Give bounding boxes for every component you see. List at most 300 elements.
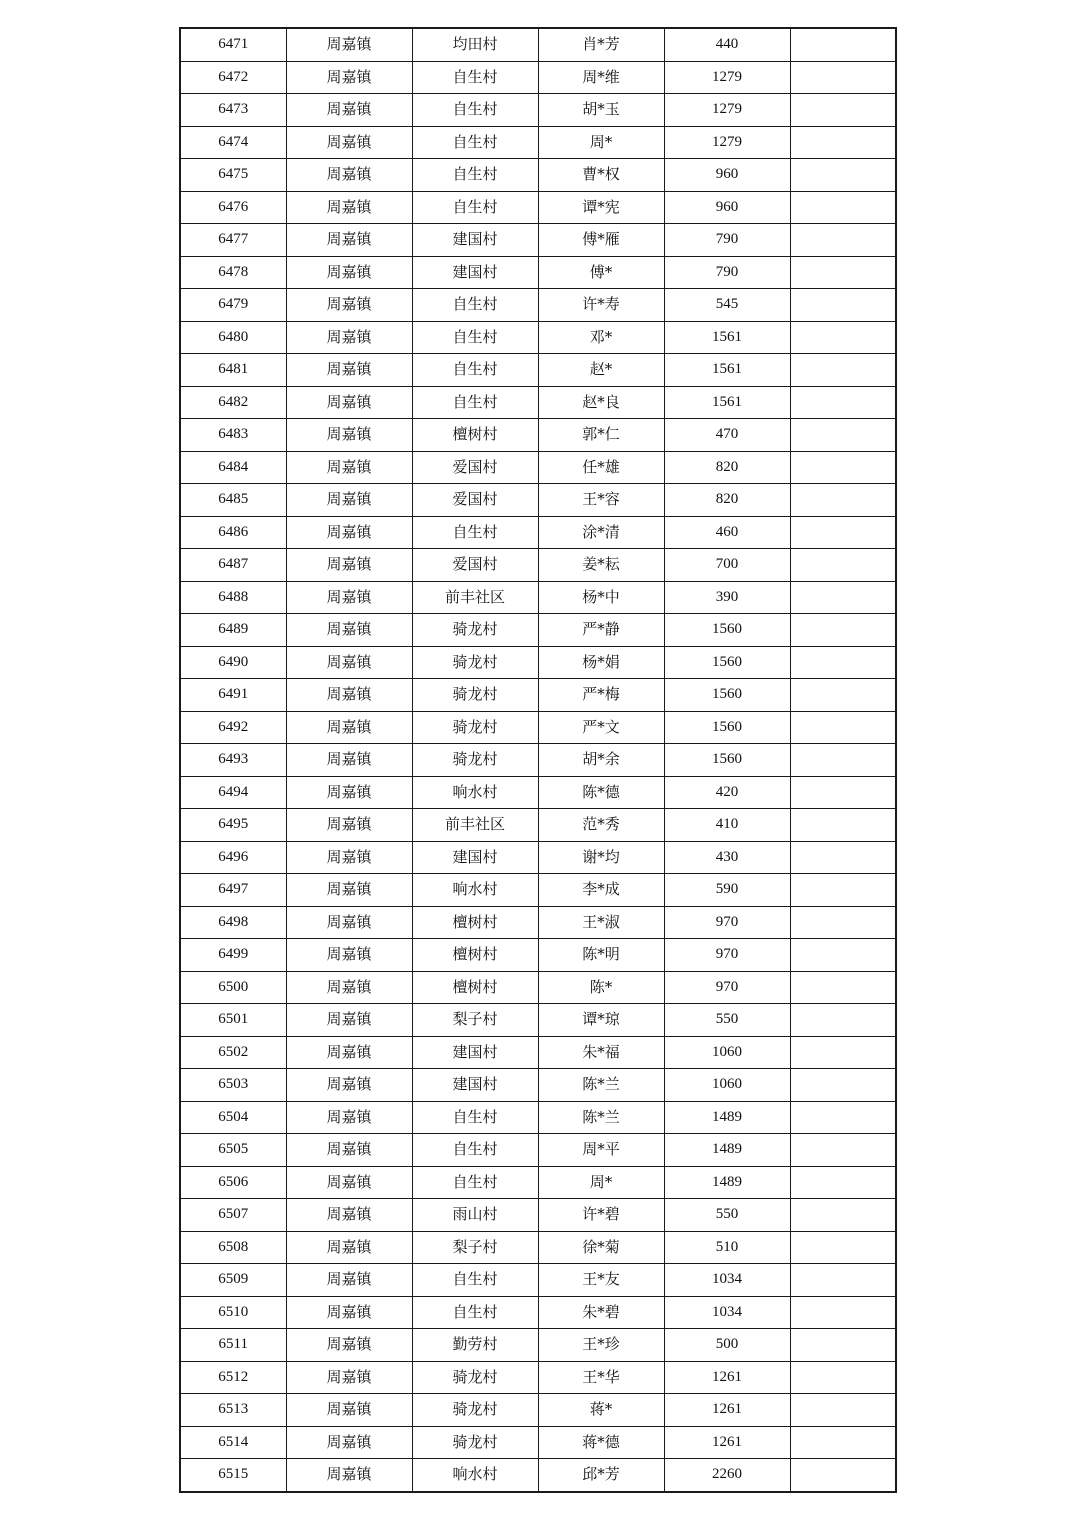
table-row: [180, 1296, 896, 1329]
row-number-cell: 6471: [180, 28, 286, 61]
town-cell: 周嘉镇: [286, 646, 412, 679]
table-row: [180, 1264, 896, 1297]
amount-cell: 1489: [664, 1134, 790, 1167]
town-cell: 周嘉镇: [286, 1166, 412, 1199]
town-cell: 周嘉镇: [286, 874, 412, 907]
person-name-cell: 严*梅: [538, 679, 664, 712]
note-cell: [790, 451, 896, 484]
row-number-cell: 6474: [180, 126, 286, 159]
row-number-cell: 6485: [180, 484, 286, 517]
row-number-cell: 6484: [180, 451, 286, 484]
town-cell: 周嘉镇: [286, 1199, 412, 1232]
row-number-cell: 6497: [180, 874, 286, 907]
note-cell: [790, 744, 896, 777]
row-number-cell: 6488: [180, 581, 286, 614]
amount-cell: 1261: [664, 1361, 790, 1394]
amount-cell: 430: [664, 841, 790, 874]
village-cell: 自生村: [412, 61, 538, 94]
person-name-cell: 邱*芳: [538, 1459, 664, 1492]
note-cell: [790, 646, 896, 679]
town-cell: 周嘉镇: [286, 321, 412, 354]
village-cell: 自生村: [412, 191, 538, 224]
person-name-cell: 蒋*德: [538, 1426, 664, 1459]
note-cell: [790, 1069, 896, 1102]
row-number-cell: 6487: [180, 549, 286, 582]
amount-cell: 1561: [664, 354, 790, 387]
village-cell: 响水村: [412, 1459, 538, 1492]
village-cell: 自生村: [412, 94, 538, 127]
person-name-cell: 严*文: [538, 711, 664, 744]
village-cell: 檀树村: [412, 939, 538, 972]
row-number-cell: 6481: [180, 354, 286, 387]
village-cell: 檀树村: [412, 971, 538, 1004]
note-cell: [790, 614, 896, 647]
person-name-cell: 陈*德: [538, 776, 664, 809]
amount-cell: 1034: [664, 1264, 790, 1297]
town-cell: 周嘉镇: [286, 516, 412, 549]
note-cell: [790, 939, 896, 972]
amount-cell: 970: [664, 906, 790, 939]
row-number-cell: 6502: [180, 1036, 286, 1069]
village-cell: 骑龙村: [412, 1426, 538, 1459]
note-cell: [790, 1329, 896, 1362]
table-row: [180, 744, 896, 777]
town-cell: 周嘉镇: [286, 1134, 412, 1167]
town-cell: 周嘉镇: [286, 419, 412, 452]
note-cell: [790, 1134, 896, 1167]
town-cell: 周嘉镇: [286, 159, 412, 192]
amount-cell: 820: [664, 484, 790, 517]
person-name-cell: 周*: [538, 126, 664, 159]
village-cell: 檀树村: [412, 419, 538, 452]
row-number-cell: 6490: [180, 646, 286, 679]
person-name-cell: 傅*: [538, 256, 664, 289]
roster-table: [179, 27, 897, 1493]
table-row: [180, 906, 896, 939]
table-row: [180, 1361, 896, 1394]
town-cell: 周嘉镇: [286, 1394, 412, 1427]
note-cell: [790, 1199, 896, 1232]
note-cell: [790, 94, 896, 127]
note-cell: [790, 224, 896, 257]
note-cell: [790, 1296, 896, 1329]
town-cell: 周嘉镇: [286, 809, 412, 842]
town-cell: 周嘉镇: [286, 451, 412, 484]
row-number-cell: 6473: [180, 94, 286, 127]
amount-cell: 2260: [664, 1459, 790, 1492]
amount-cell: 960: [664, 191, 790, 224]
table-row: [180, 1101, 896, 1134]
note-cell: [790, 906, 896, 939]
note-cell: [790, 61, 896, 94]
person-name-cell: 傅*雁: [538, 224, 664, 257]
table-row: [180, 419, 896, 452]
note-cell: [790, 679, 896, 712]
table-row: [180, 516, 896, 549]
row-number-cell: 6512: [180, 1361, 286, 1394]
amount-cell: 1060: [664, 1069, 790, 1102]
amount-cell: 1560: [664, 744, 790, 777]
note-cell: [790, 1101, 896, 1134]
note-cell: [790, 126, 896, 159]
row-number-cell: 6476: [180, 191, 286, 224]
town-cell: 周嘉镇: [286, 1361, 412, 1394]
table-row: [180, 224, 896, 257]
village-cell: 自生村: [412, 516, 538, 549]
town-cell: 周嘉镇: [286, 1426, 412, 1459]
town-cell: 周嘉镇: [286, 614, 412, 647]
person-name-cell: 任*雄: [538, 451, 664, 484]
person-name-cell: 姜*耘: [538, 549, 664, 582]
amount-cell: 550: [664, 1199, 790, 1232]
amount-cell: 820: [664, 451, 790, 484]
town-cell: 周嘉镇: [286, 354, 412, 387]
amount-cell: 1060: [664, 1036, 790, 1069]
village-cell: 建国村: [412, 1036, 538, 1069]
table-row: [180, 484, 896, 517]
table-row: [180, 1036, 896, 1069]
town-cell: 周嘉镇: [286, 1459, 412, 1492]
amount-cell: 440: [664, 28, 790, 61]
town-cell: 周嘉镇: [286, 191, 412, 224]
table-row: [180, 289, 896, 322]
village-cell: 自生村: [412, 1134, 538, 1167]
amount-cell: 1034: [664, 1296, 790, 1329]
table-row: [180, 94, 896, 127]
row-number-cell: 6503: [180, 1069, 286, 1102]
row-number-cell: 6507: [180, 1199, 286, 1232]
village-cell: 自生村: [412, 354, 538, 387]
table-row: [180, 874, 896, 907]
row-number-cell: 6498: [180, 906, 286, 939]
person-name-cell: 许*碧: [538, 1199, 664, 1232]
person-name-cell: 许*寿: [538, 289, 664, 322]
person-name-cell: 谭*琼: [538, 1004, 664, 1037]
note-cell: [790, 1231, 896, 1264]
table-row: [180, 646, 896, 679]
note-cell: [790, 841, 896, 874]
amount-cell: 550: [664, 1004, 790, 1037]
table-row: [180, 581, 896, 614]
person-name-cell: 肖*芳: [538, 28, 664, 61]
town-cell: 周嘉镇: [286, 1101, 412, 1134]
row-number-cell: 6513: [180, 1394, 286, 1427]
note-cell: [790, 1361, 896, 1394]
note-cell: [790, 28, 896, 61]
person-name-cell: 朱*福: [538, 1036, 664, 1069]
note-cell: [790, 159, 896, 192]
table-row: [180, 1199, 896, 1232]
person-name-cell: 李*成: [538, 874, 664, 907]
note-cell: [790, 321, 896, 354]
person-name-cell: 王*华: [538, 1361, 664, 1394]
table-row: [180, 1069, 896, 1102]
table-row: [180, 28, 896, 61]
town-cell: 周嘉镇: [286, 484, 412, 517]
roster-table-body: [180, 28, 896, 1492]
table-row: [180, 1329, 896, 1362]
person-name-cell: 严*静: [538, 614, 664, 647]
village-cell: 自生村: [412, 1101, 538, 1134]
amount-cell: 960: [664, 159, 790, 192]
person-name-cell: 蒋*: [538, 1394, 664, 1427]
village-cell: 爱国村: [412, 451, 538, 484]
person-name-cell: 王*淑: [538, 906, 664, 939]
village-cell: 雨山村: [412, 1199, 538, 1232]
note-cell: [790, 516, 896, 549]
amount-cell: 1489: [664, 1101, 790, 1134]
row-number-cell: 6500: [180, 971, 286, 1004]
town-cell: 周嘉镇: [286, 711, 412, 744]
amount-cell: 1560: [664, 679, 790, 712]
village-cell: 骑龙村: [412, 711, 538, 744]
person-name-cell: 朱*碧: [538, 1296, 664, 1329]
town-cell: 周嘉镇: [286, 126, 412, 159]
amount-cell: 1560: [664, 646, 790, 679]
town-cell: 周嘉镇: [286, 28, 412, 61]
town-cell: 周嘉镇: [286, 224, 412, 257]
note-cell: [790, 971, 896, 1004]
row-number-cell: 6506: [180, 1166, 286, 1199]
amount-cell: 1561: [664, 386, 790, 419]
note-cell: [790, 809, 896, 842]
amount-cell: 1261: [664, 1394, 790, 1427]
town-cell: 周嘉镇: [286, 1004, 412, 1037]
village-cell: 爱国村: [412, 484, 538, 517]
table-row: [180, 939, 896, 972]
person-name-cell: 周*: [538, 1166, 664, 1199]
town-cell: 周嘉镇: [286, 61, 412, 94]
town-cell: 周嘉镇: [286, 289, 412, 322]
village-cell: 自生村: [412, 321, 538, 354]
table-row: [180, 354, 896, 387]
town-cell: 周嘉镇: [286, 1231, 412, 1264]
note-cell: [790, 191, 896, 224]
town-cell: 周嘉镇: [286, 1329, 412, 1362]
table-row: [180, 1394, 896, 1427]
amount-cell: 970: [664, 939, 790, 972]
village-cell: 骑龙村: [412, 1394, 538, 1427]
note-cell: [790, 1036, 896, 1069]
person-name-cell: 谭*宪: [538, 191, 664, 224]
note-cell: [790, 419, 896, 452]
row-number-cell: 6482: [180, 386, 286, 419]
person-name-cell: 范*秀: [538, 809, 664, 842]
note-cell: [790, 256, 896, 289]
village-cell: 建国村: [412, 256, 538, 289]
table-row: [180, 61, 896, 94]
town-cell: 周嘉镇: [286, 1036, 412, 1069]
row-number-cell: 6514: [180, 1426, 286, 1459]
amount-cell: 1560: [664, 711, 790, 744]
village-cell: 自生村: [412, 289, 538, 322]
amount-cell: 510: [664, 1231, 790, 1264]
note-cell: [790, 711, 896, 744]
village-cell: 自生村: [412, 1296, 538, 1329]
amount-cell: 545: [664, 289, 790, 322]
table-row: [180, 1231, 896, 1264]
table-row: [180, 159, 896, 192]
row-number-cell: 6483: [180, 419, 286, 452]
row-number-cell: 6472: [180, 61, 286, 94]
table-row: [180, 256, 896, 289]
row-number-cell: 6508: [180, 1231, 286, 1264]
town-cell: 周嘉镇: [286, 1264, 412, 1297]
note-cell: [790, 1459, 896, 1492]
person-name-cell: 王*容: [538, 484, 664, 517]
row-number-cell: 6511: [180, 1329, 286, 1362]
table-row: [180, 191, 896, 224]
amount-cell: 590: [664, 874, 790, 907]
note-cell: [790, 1004, 896, 1037]
row-number-cell: 6477: [180, 224, 286, 257]
row-number-cell: 6509: [180, 1264, 286, 1297]
village-cell: 骑龙村: [412, 646, 538, 679]
amount-cell: 470: [664, 419, 790, 452]
amount-cell: 700: [664, 549, 790, 582]
row-number-cell: 6510: [180, 1296, 286, 1329]
person-name-cell: 徐*菊: [538, 1231, 664, 1264]
note-cell: [790, 874, 896, 907]
village-cell: 建国村: [412, 1069, 538, 1102]
table-row: [180, 614, 896, 647]
town-cell: 周嘉镇: [286, 679, 412, 712]
village-cell: 前丰社区: [412, 809, 538, 842]
row-number-cell: 6499: [180, 939, 286, 972]
village-cell: 梨子村: [412, 1004, 538, 1037]
table-row: [180, 1166, 896, 1199]
village-cell: 自生村: [412, 126, 538, 159]
amount-cell: 790: [664, 256, 790, 289]
village-cell: 自生村: [412, 386, 538, 419]
village-cell: 均田村: [412, 28, 538, 61]
note-cell: [790, 549, 896, 582]
row-number-cell: 6505: [180, 1134, 286, 1167]
amount-cell: 970: [664, 971, 790, 1004]
town-cell: 周嘉镇: [286, 256, 412, 289]
town-cell: 周嘉镇: [286, 776, 412, 809]
person-name-cell: 周*平: [538, 1134, 664, 1167]
note-cell: [790, 386, 896, 419]
table-row: [180, 711, 896, 744]
town-cell: 周嘉镇: [286, 841, 412, 874]
village-cell: 响水村: [412, 874, 538, 907]
table-row: [180, 841, 896, 874]
row-number-cell: 6495: [180, 809, 286, 842]
amount-cell: 460: [664, 516, 790, 549]
person-name-cell: 陈*兰: [538, 1069, 664, 1102]
town-cell: 周嘉镇: [286, 906, 412, 939]
row-number-cell: 6504: [180, 1101, 286, 1134]
note-cell: [790, 354, 896, 387]
person-name-cell: 邓*: [538, 321, 664, 354]
person-name-cell: 陈*兰: [538, 1101, 664, 1134]
amount-cell: 1279: [664, 61, 790, 94]
amount-cell: 1560: [664, 614, 790, 647]
person-name-cell: 王*友: [538, 1264, 664, 1297]
row-number-cell: 6493: [180, 744, 286, 777]
row-number-cell: 6501: [180, 1004, 286, 1037]
note-cell: [790, 776, 896, 809]
row-number-cell: 6491: [180, 679, 286, 712]
table-row: [180, 126, 896, 159]
table-row: [180, 386, 896, 419]
village-cell: 爱国村: [412, 549, 538, 582]
person-name-cell: 曹*权: [538, 159, 664, 192]
table-row: [180, 549, 896, 582]
row-number-cell: 6475: [180, 159, 286, 192]
village-cell: 骑龙村: [412, 744, 538, 777]
village-cell: 勤劳村: [412, 1329, 538, 1362]
table-row: [180, 971, 896, 1004]
town-cell: 周嘉镇: [286, 1069, 412, 1102]
town-cell: 周嘉镇: [286, 94, 412, 127]
village-cell: 自生村: [412, 159, 538, 192]
row-number-cell: 6489: [180, 614, 286, 647]
person-name-cell: 胡*玉: [538, 94, 664, 127]
table-row: [180, 1134, 896, 1167]
town-cell: 周嘉镇: [286, 581, 412, 614]
note-cell: [790, 289, 896, 322]
person-name-cell: 杨*娟: [538, 646, 664, 679]
village-cell: 骑龙村: [412, 1361, 538, 1394]
table-row: [180, 776, 896, 809]
village-cell: 骑龙村: [412, 614, 538, 647]
person-name-cell: 谢*均: [538, 841, 664, 874]
amount-cell: 420: [664, 776, 790, 809]
table-row: [180, 451, 896, 484]
person-name-cell: 赵*良: [538, 386, 664, 419]
note-cell: [790, 1264, 896, 1297]
town-cell: 周嘉镇: [286, 939, 412, 972]
person-name-cell: 涂*清: [538, 516, 664, 549]
amount-cell: 790: [664, 224, 790, 257]
person-name-cell: 赵*: [538, 354, 664, 387]
town-cell: 周嘉镇: [286, 1296, 412, 1329]
person-name-cell: 陈*: [538, 971, 664, 1004]
table-row: [180, 1426, 896, 1459]
village-cell: 自生村: [412, 1166, 538, 1199]
person-name-cell: 杨*中: [538, 581, 664, 614]
amount-cell: 390: [664, 581, 790, 614]
amount-cell: 1561: [664, 321, 790, 354]
note-cell: [790, 484, 896, 517]
row-number-cell: 6480: [180, 321, 286, 354]
row-number-cell: 6486: [180, 516, 286, 549]
row-number-cell: 6492: [180, 711, 286, 744]
town-cell: 周嘉镇: [286, 549, 412, 582]
row-number-cell: 6496: [180, 841, 286, 874]
row-number-cell: 6478: [180, 256, 286, 289]
table-row: [180, 679, 896, 712]
amount-cell: 410: [664, 809, 790, 842]
amount-cell: 500: [664, 1329, 790, 1362]
amount-cell: 1261: [664, 1426, 790, 1459]
note-cell: [790, 581, 896, 614]
person-name-cell: 郭*仁: [538, 419, 664, 452]
note-cell: [790, 1426, 896, 1459]
town-cell: 周嘉镇: [286, 386, 412, 419]
village-cell: 建国村: [412, 224, 538, 257]
town-cell: 周嘉镇: [286, 744, 412, 777]
note-cell: [790, 1166, 896, 1199]
town-cell: 周嘉镇: [286, 971, 412, 1004]
village-cell: 骑龙村: [412, 679, 538, 712]
table-row: [180, 321, 896, 354]
row-number-cell: 6494: [180, 776, 286, 809]
person-name-cell: 王*珍: [538, 1329, 664, 1362]
amount-cell: 1279: [664, 126, 790, 159]
